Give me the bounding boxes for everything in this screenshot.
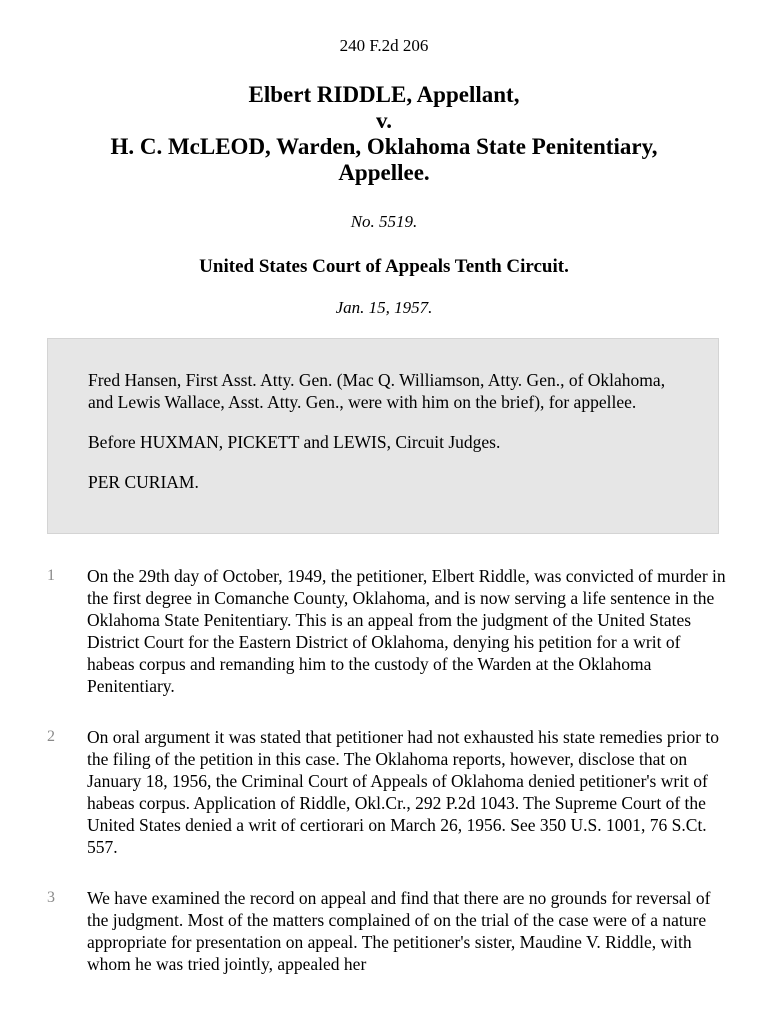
paragraph-text: On the 29th day of October, 1949, the petitioner, Elbert Riddle, was convicted of murder in the first degree in Comanche County, Oklahoma, and is now serving a life sentence in the Oklahoma State Penitentiary. This is an appeal from the judgment of the United States District Court for the Eastern District of Oklahoma, denying his petition for a writ of habeas corpus and remanding him to the custody of the Warden at the Oklahoma Penitentiary. <box>87 566 726 696</box>
caption-appellant: Elbert RIDDLE, Appellant, <box>248 82 520 107</box>
per-curiam-label: PER CURIAM. <box>88 472 199 492</box>
case-citation: 240 F.2d 206 <box>339 36 429 55</box>
counsel-text: Fred Hansen, First Asst. Atty. Gen. (Mac Q. Williamson, Atty. Gen., of Oklahoma, and Lewis Wallace, Asst. Atty. Gen., were with him on the brief), for appellee. <box>88 370 666 412</box>
court-name: United States Court of Appeals Tenth Circuit. <box>199 256 569 277</box>
docket-number: No. 5519. <box>350 212 418 231</box>
paragraph-text: On oral argument it was stated that petitioner had not exhausted his state remedies prior to the filing of the petition in this case. The Oklahoma reports, however, disclose that on January 18, 1956, the Criminal Court of Appeals of Oklahoma denied petitioner's writ of habeas corpus. Application of Riddle, Okl.Cr., 292 P.2d 1043. The Supreme Court of the United States denied a writ of certiorari on March 26, 1956. See 350 U.S. 1001, 76 S.Ct. 557. <box>87 727 719 857</box>
paragraph-number: 1 <box>47 567 55 584</box>
judges-text: Before HUXMAN, PICKETT and LEWIS, Circuit Judges. <box>88 432 501 452</box>
case-caption <box>0 82 768 186</box>
prelims-box <box>47 338 719 534</box>
caption-appellee-role: Appellee. <box>338 160 430 185</box>
caption-appellee: H. C. McLEOD, Warden, Oklahoma State Penitentiary, <box>110 134 658 159</box>
caption-versus: v. <box>376 108 392 133</box>
paragraph-number: 3 <box>47 889 55 906</box>
decision-date: Jan. 15, 1957. <box>335 298 433 317</box>
paragraph-text: We have examined the record on appeal and find that there are no grounds for reversal of the judgment. Most of the matters complained of on the trial of the case were of a nature appropriate for presentation on appeal. The petitioner's sister, Maudine V. Riddle, with whom he was tried jointly, appealed her <box>87 888 711 974</box>
paragraph-number: 2 <box>47 728 55 745</box>
